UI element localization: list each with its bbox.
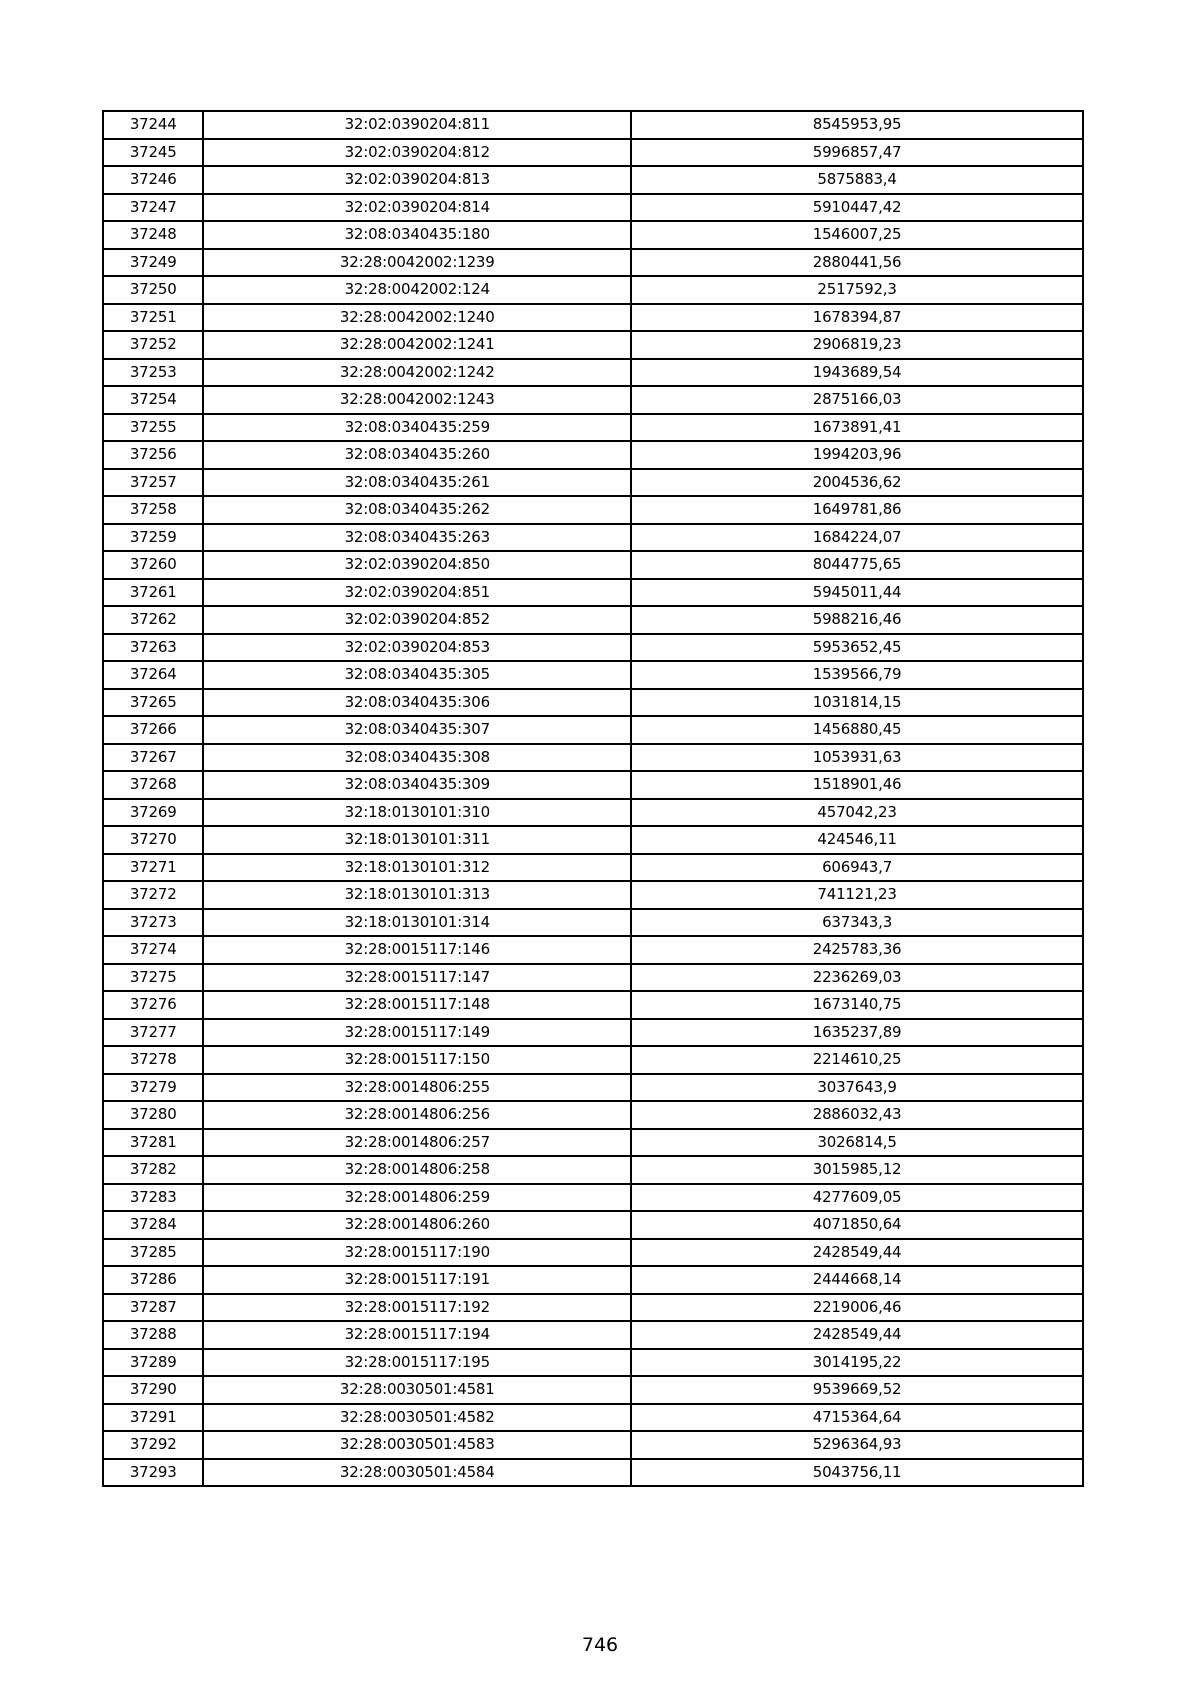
value-cell: 5988216,46 [631,606,1083,634]
table-row [103,1376,1083,1404]
cadastral-number-cell: 32:08:0340435:260 [203,441,631,469]
table-row [103,744,1083,772]
value-cell: 424546,11 [631,826,1083,854]
table-row [103,386,1083,414]
row-number-cell: 37285 [103,1239,203,1267]
cadastral-value-table [102,110,1084,1487]
value-cell: 3015985,12 [631,1156,1083,1184]
value-cell: 4277609,05 [631,1184,1083,1212]
value-cell: 9539669,52 [631,1376,1083,1404]
cadastral-number-cell: 32:28:0042002:124 [203,276,631,304]
row-number-cell: 37293 [103,1459,203,1487]
table-row [103,1046,1083,1074]
cadastral-number-cell: 32:02:0390204:813 [203,166,631,194]
value-cell: 1943689,54 [631,359,1083,387]
cadastral-number-cell: 32:02:0390204:852 [203,606,631,634]
value-cell: 741121,23 [631,881,1083,909]
cadastral-number-cell: 32:28:0014806:260 [203,1211,631,1239]
row-number-cell: 37248 [103,221,203,249]
value-cell: 5996857,47 [631,139,1083,167]
value-cell: 2880441,56 [631,249,1083,277]
table-row [103,359,1083,387]
cadastral-number-cell: 32:08:0340435:261 [203,469,631,497]
value-cell: 1539566,79 [631,661,1083,689]
row-number-cell: 37267 [103,744,203,772]
table-row [103,1294,1083,1322]
cadastral-number-cell: 32:28:0030501:4583 [203,1431,631,1459]
row-number-cell: 37271 [103,854,203,882]
row-number-cell: 37272 [103,881,203,909]
table-row [103,469,1083,497]
cadastral-number-cell: 32:28:0015117:194 [203,1321,631,1349]
table-row [103,1239,1083,1267]
value-cell: 2444668,14 [631,1266,1083,1294]
row-number-cell: 37256 [103,441,203,469]
cadastral-number-cell: 32:18:0130101:312 [203,854,631,882]
cadastral-number-cell: 32:28:0042002:1239 [203,249,631,277]
value-cell: 2906819,23 [631,331,1083,359]
value-cell: 1031814,15 [631,689,1083,717]
cadastral-number-cell: 32:28:0015117:147 [203,964,631,992]
table-row [103,496,1083,524]
cadastral-number-cell: 32:18:0130101:314 [203,909,631,937]
row-number-cell: 37250 [103,276,203,304]
table-row [103,606,1083,634]
cadastral-number-cell: 32:02:0390204:812 [203,139,631,167]
cadastral-number-cell: 32:28:0030501:4581 [203,1376,631,1404]
row-number-cell: 37255 [103,414,203,442]
table-row [103,1019,1083,1047]
value-cell: 1649781,86 [631,496,1083,524]
row-number-cell: 37253 [103,359,203,387]
cadastral-number-cell: 32:28:0015117:195 [203,1349,631,1377]
value-cell: 8044775,65 [631,551,1083,579]
value-cell: 4715364,64 [631,1404,1083,1432]
row-number-cell: 37279 [103,1074,203,1102]
cadastral-number-cell: 32:02:0390204:851 [203,579,631,607]
value-cell: 4071850,64 [631,1211,1083,1239]
value-cell: 2425783,36 [631,936,1083,964]
value-cell: 3037643,9 [631,1074,1083,1102]
row-number-cell: 37280 [103,1101,203,1129]
table-row [103,111,1083,139]
row-number-cell: 37289 [103,1349,203,1377]
value-cell: 5953652,45 [631,634,1083,662]
page-number: 746 [581,1634,619,1656]
value-cell: 2004536,62 [631,469,1083,497]
row-number-cell: 37291 [103,1404,203,1432]
row-number-cell: 37254 [103,386,203,414]
value-cell: 1994203,96 [631,441,1083,469]
cadastral-number-cell: 32:08:0340435:308 [203,744,631,772]
cadastral-number-cell: 32:02:0390204:811 [203,111,631,139]
value-cell: 2428549,44 [631,1321,1083,1349]
cadastral-number-cell: 32:28:0014806:257 [203,1129,631,1157]
row-number-cell: 37265 [103,689,203,717]
cadastral-number-cell: 32:08:0340435:306 [203,689,631,717]
value-cell: 3026814,5 [631,1129,1083,1157]
cadastral-number-cell: 32:28:0014806:255 [203,1074,631,1102]
value-cell: 5043756,11 [631,1459,1083,1487]
table-row [103,1129,1083,1157]
row-number-cell: 37277 [103,1019,203,1047]
cadastral-number-cell: 32:28:0015117:148 [203,991,631,1019]
table-row [103,304,1083,332]
value-cell: 2236269,03 [631,964,1083,992]
value-cell: 1053931,63 [631,744,1083,772]
table-row [103,1321,1083,1349]
cadastral-number-cell: 32:18:0130101:313 [203,881,631,909]
value-cell: 2428549,44 [631,1239,1083,1267]
cadastral-number-cell: 32:08:0340435:309 [203,771,631,799]
table-row [103,991,1083,1019]
cadastral-number-cell: 32:28:0030501:4584 [203,1459,631,1487]
row-number-cell: 37269 [103,799,203,827]
cadastral-number-cell: 32:08:0340435:259 [203,414,631,442]
cadastral-number-cell: 32:28:0042002:1240 [203,304,631,332]
table-row [103,1349,1083,1377]
value-cell: 2219006,46 [631,1294,1083,1322]
row-number-cell: 37245 [103,139,203,167]
table-row [103,1184,1083,1212]
table-row [103,799,1083,827]
row-number-cell: 37276 [103,991,203,1019]
value-cell: 1673891,41 [631,414,1083,442]
row-number-cell: 37287 [103,1294,203,1322]
row-number-cell: 37273 [103,909,203,937]
value-cell: 2875166,03 [631,386,1083,414]
row-number-cell: 37268 [103,771,203,799]
table-row [103,854,1083,882]
cadastral-number-cell: 32:28:0042002:1241 [203,331,631,359]
value-cell: 3014195,22 [631,1349,1083,1377]
table-row [103,276,1083,304]
table-row [103,1156,1083,1184]
row-number-cell: 37247 [103,194,203,222]
cadastral-number-cell: 32:28:0014806:258 [203,1156,631,1184]
cadastral-number-cell: 32:28:0042002:1243 [203,386,631,414]
row-number-cell: 37258 [103,496,203,524]
value-cell: 1684224,07 [631,524,1083,552]
row-number-cell: 37261 [103,579,203,607]
row-number-cell: 37278 [103,1046,203,1074]
row-number-cell: 37244 [103,111,203,139]
cadastral-number-cell: 32:28:0014806:256 [203,1101,631,1129]
table-row [103,441,1083,469]
table-row [103,634,1083,662]
row-number-cell: 37283 [103,1184,203,1212]
table-row [103,936,1083,964]
table-row [103,331,1083,359]
row-number-cell: 37292 [103,1431,203,1459]
value-cell: 5875883,4 [631,166,1083,194]
table-row [103,1404,1083,1432]
row-number-cell: 37274 [103,936,203,964]
row-number-cell: 37270 [103,826,203,854]
row-number-cell: 37284 [103,1211,203,1239]
cadastral-number-cell: 32:08:0340435:263 [203,524,631,552]
table-row [103,1074,1083,1102]
row-number-cell: 37252 [103,331,203,359]
table-row [103,1211,1083,1239]
value-cell: 1673140,75 [631,991,1083,1019]
cadastral-number-cell: 32:02:0390204:814 [203,194,631,222]
table-row [103,964,1083,992]
table-row [103,661,1083,689]
cadastral-number-cell: 32:08:0340435:307 [203,716,631,744]
table-row [103,579,1083,607]
table-row [103,826,1083,854]
value-cell: 457042,23 [631,799,1083,827]
cadastral-number-cell: 32:08:0340435:305 [203,661,631,689]
table-row [103,1431,1083,1459]
row-number-cell: 37251 [103,304,203,332]
row-number-cell: 37288 [103,1321,203,1349]
table-row [103,1266,1083,1294]
cadastral-number-cell: 32:08:0340435:180 [203,221,631,249]
cadastral-number-cell: 32:18:0130101:311 [203,826,631,854]
row-number-cell: 37262 [103,606,203,634]
cadastral-number-cell: 32:02:0390204:853 [203,634,631,662]
cadastral-number-cell: 32:08:0340435:262 [203,496,631,524]
cadastral-number-cell: 32:28:0015117:146 [203,936,631,964]
value-cell: 1518901,46 [631,771,1083,799]
cadastral-number-cell: 32:28:0015117:149 [203,1019,631,1047]
row-number-cell: 37246 [103,166,203,194]
table-row [103,139,1083,167]
row-number-cell: 37263 [103,634,203,662]
value-cell: 2886032,43 [631,1101,1083,1129]
table-row [103,221,1083,249]
value-cell: 1456880,45 [631,716,1083,744]
value-cell: 5296364,93 [631,1431,1083,1459]
value-cell: 5945011,44 [631,579,1083,607]
row-number-cell: 37257 [103,469,203,497]
row-number-cell: 37275 [103,964,203,992]
row-number-cell: 37290 [103,1376,203,1404]
cadastral-number-cell: 32:28:0015117:192 [203,1294,631,1322]
row-number-cell: 37260 [103,551,203,579]
value-cell: 637343,3 [631,909,1083,937]
row-number-cell: 37259 [103,524,203,552]
value-cell: 1546007,25 [631,221,1083,249]
cadastral-number-cell: 32:28:0014806:259 [203,1184,631,1212]
row-number-cell: 37266 [103,716,203,744]
value-cell: 1635237,89 [631,1019,1083,1047]
table-row [103,1101,1083,1129]
cadastral-number-cell: 32:28:0015117:190 [203,1239,631,1267]
table-row [103,551,1083,579]
table-row [103,1459,1083,1487]
value-cell: 606943,7 [631,854,1083,882]
row-number-cell: 37282 [103,1156,203,1184]
value-cell: 2517592,3 [631,276,1083,304]
row-number-cell: 37286 [103,1266,203,1294]
table-row [103,524,1083,552]
cadastral-number-cell: 32:28:0015117:191 [203,1266,631,1294]
table-row [103,909,1083,937]
table-row [103,414,1083,442]
value-cell: 8545953,95 [631,111,1083,139]
table-row [103,881,1083,909]
cadastral-number-cell: 32:18:0130101:310 [203,799,631,827]
row-number-cell: 37249 [103,249,203,277]
table-row [103,771,1083,799]
value-cell: 1678394,87 [631,304,1083,332]
table-row [103,166,1083,194]
table-row [103,689,1083,717]
value-cell: 2214610,25 [631,1046,1083,1074]
cadastral-number-cell: 32:02:0390204:850 [203,551,631,579]
table-row [103,194,1083,222]
row-number-cell: 37264 [103,661,203,689]
table-row [103,716,1083,744]
table-body [103,111,1083,1486]
cadastral-number-cell: 32:28:0030501:4582 [203,1404,631,1432]
cadastral-number-cell: 32:28:0042002:1242 [203,359,631,387]
value-cell: 5910447,42 [631,194,1083,222]
table-row [103,249,1083,277]
cadastral-number-cell: 32:28:0015117:150 [203,1046,631,1074]
row-number-cell: 37281 [103,1129,203,1157]
